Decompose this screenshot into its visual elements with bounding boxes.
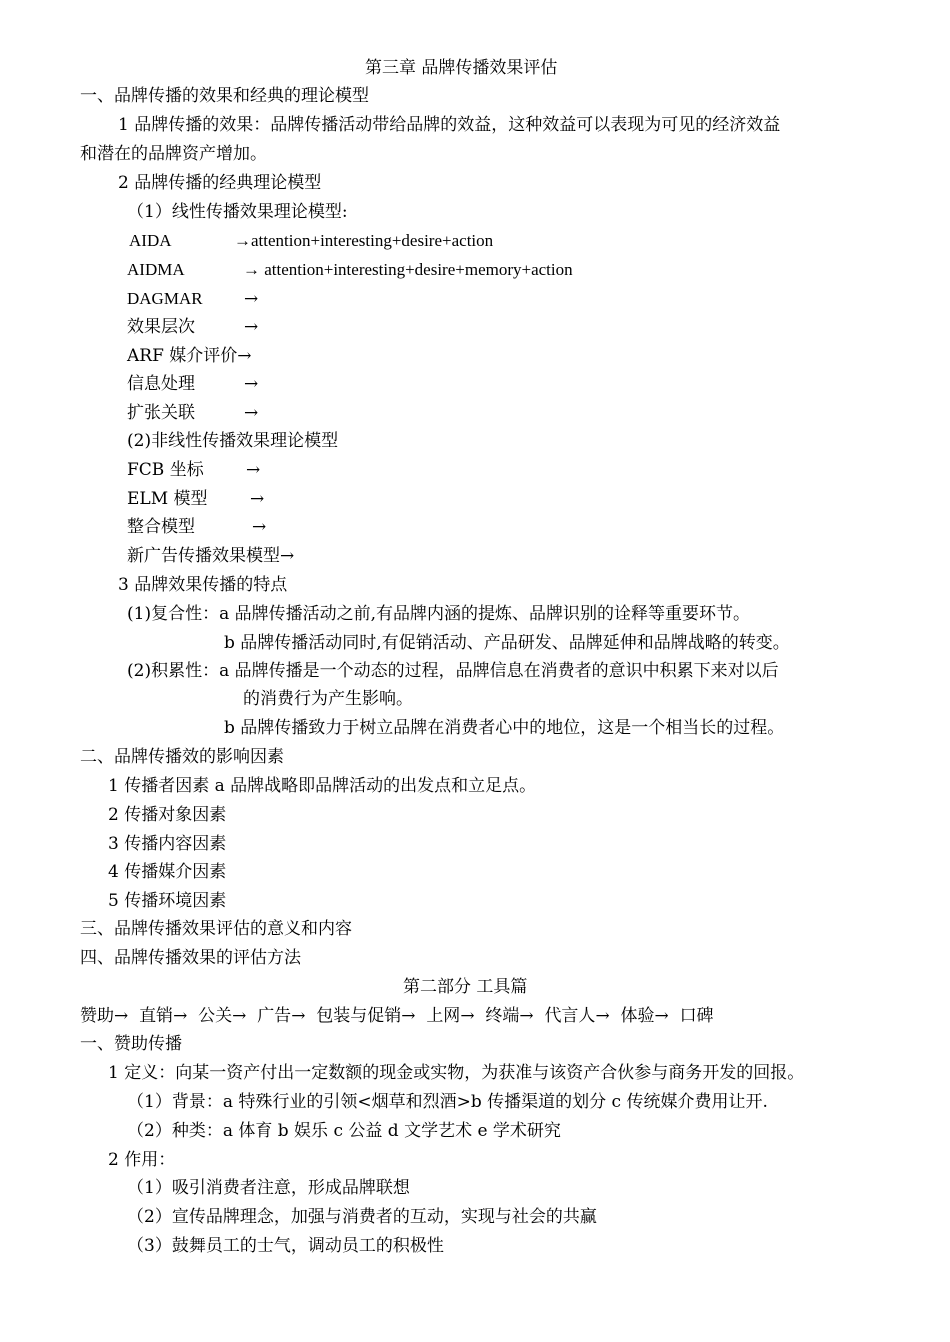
- feature-cumulative-a-line1: (2)积累性：a 品牌传播是一个动态的过程，品牌信息在消费者的意识中积累下来对以后: [127, 661, 779, 681]
- model-elm: ELM 模型: [127, 489, 208, 509]
- part-2-title: 第二部分 工具篇: [403, 977, 528, 997]
- arrow-right-icon: →: [252, 517, 267, 537]
- chapter-title: 第三章 品牌传播效果评估: [365, 58, 558, 78]
- arrow-right-icon: →: [232, 1006, 247, 1026]
- sponsor-background: （1）背景：a 特殊行业的引领<烟草和烈酒>b 传播渠道的划分 c 传统媒介费用让开.: [127, 1092, 768, 1112]
- model-info-processing: 信息处理: [127, 374, 195, 394]
- arrow-right-icon: →: [654, 1006, 669, 1026]
- tool-item: 终端: [485, 1006, 520, 1026]
- arrow-right-icon: →: [173, 1006, 188, 1026]
- model-name: AIDMA: [127, 260, 185, 279]
- sponsor-types: （2）种类：a 体育 b 娱乐 c 公益 d 文学艺术 e 学术研究: [127, 1121, 561, 1141]
- arrow-right-icon: →: [291, 1006, 306, 1026]
- effect-definition-line1: 1 品牌传播的效果：品牌传播活动带给品牌的效益，这种效益可以表现为可见的经济效益: [118, 115, 781, 135]
- features-heading: 3 品牌效果传播的特点: [118, 575, 288, 595]
- arrow-right-icon: →: [234, 231, 251, 250]
- tool-item: 广告: [257, 1006, 292, 1026]
- feature-cumulative-a-line2: 的消费行为产生影响。: [243, 689, 413, 709]
- tool-item: 体验: [620, 1006, 655, 1026]
- model-integrated: 整合模型: [127, 517, 195, 537]
- tool-item: 直销: [139, 1006, 174, 1026]
- arrow-right-icon: →: [244, 403, 259, 423]
- arrow-right-icon: →: [244, 374, 259, 394]
- classic-models-heading: 2 品牌传播的经典理论模型: [118, 173, 322, 193]
- model-expansion: 扩张关联: [127, 403, 195, 423]
- sponsor-heading: 一、赞助传播: [80, 1034, 182, 1054]
- model-name: ARF 媒介评价: [127, 346, 238, 366]
- arrow-right-icon: →: [243, 260, 260, 279]
- feature-composite-a: (1)复合性：a 品牌传播活动之前,有品牌内涵的提炼、品牌识别的诠释等重要环节。: [127, 604, 751, 624]
- arrow-right-icon: →: [280, 546, 295, 566]
- section-2-heading: 二、品牌传播效的影响因素: [80, 747, 284, 767]
- factor-content: 3 传播内容因素: [108, 834, 227, 854]
- arrow-right-icon: →: [250, 489, 265, 509]
- model-aidma: [127, 259, 185, 281]
- model-name: AIDA: [129, 231, 172, 250]
- arrow-right-icon: →: [460, 1006, 475, 1026]
- model-dagmar: DAGMAR: [127, 289, 203, 308]
- model-aida-desc: [234, 230, 493, 252]
- factor-media: 4 传播媒介因素: [108, 862, 227, 882]
- sponsor-definition: 1 定义：向某一资产付出一定数额的现金或实物，为获准与该资产合伙参与商务开发的回报。: [108, 1063, 805, 1083]
- factor-environment: 5 传播环境因素: [108, 891, 227, 911]
- arrow-right-icon: →: [401, 1006, 416, 1026]
- model-desc: attention+interesting+desire+memory+action: [260, 260, 573, 279]
- arrow-right-icon: →: [237, 346, 252, 366]
- factor-audience: 2 传播对象因素: [108, 805, 227, 825]
- section-1-heading: 一、品牌传播的效果和经典的理论模型: [80, 86, 369, 106]
- linear-models-heading: （1）线性传播效果理论模型:: [127, 202, 348, 222]
- arrow-right-icon: →: [114, 1006, 129, 1026]
- model-aida: [129, 230, 172, 252]
- sponsor-role-2: （2）宣传品牌理念，加强与消费者的互动，实现与社会的共赢: [127, 1207, 597, 1227]
- tool-item: 代言人: [544, 1006, 596, 1026]
- tool-item: 赞助: [80, 1006, 114, 1026]
- tool-item: 公关: [198, 1006, 233, 1026]
- section-3-heading: 三、品牌传播效果评估的意义和内容: [80, 919, 352, 939]
- nonlinear-models-heading: (2)非线性传播效果理论模型: [127, 431, 339, 451]
- model-desc: attention+interesting+desire+action: [251, 231, 494, 250]
- tool-item: 口碑: [679, 1006, 714, 1026]
- tools-chain: [80, 1005, 714, 1027]
- feature-cumulative-b: b 品牌传播致力于树立品牌在消费者心中的地位，这是一个相当长的过程。: [224, 718, 785, 738]
- sponsor-role-1: （1）吸引消费者注意，形成品牌联想: [127, 1178, 410, 1198]
- model-name: 新广告传播效果模型: [127, 546, 280, 566]
- model-effect-levels: 效果层次: [127, 317, 195, 337]
- arrow-right-icon: →: [519, 1006, 534, 1026]
- sponsor-role-heading: 2 作用：: [108, 1150, 176, 1170]
- model-fcb: FCB 坐标: [127, 460, 204, 480]
- model-new-ad: [127, 545, 294, 567]
- tool-item: 包装与促销: [316, 1006, 402, 1026]
- arrow-right-icon: →: [244, 317, 259, 337]
- arrow-right-icon: →: [244, 289, 259, 309]
- effect-definition-line2: 和潜在的品牌资产增加。: [80, 144, 267, 164]
- sponsor-role-3: （3）鼓舞员工的士气，调动员工的积极性: [127, 1236, 444, 1256]
- arrow-right-icon: →: [595, 1006, 610, 1026]
- arrow-right-icon: →: [246, 460, 261, 480]
- model-aidma-desc: [243, 259, 573, 281]
- tool-item: 上网: [426, 1006, 461, 1026]
- section-4-heading: 四、品牌传播效果的评估方法: [80, 948, 301, 968]
- feature-composite-b: b 品牌传播活动同时,有促销活动、产品研发、品牌延伸和品牌战略的转变。: [224, 633, 790, 653]
- model-arf: [127, 345, 252, 367]
- factor-communicator: 1 传播者因素 a 品牌战略即品牌活动的出发点和立足点。: [108, 776, 537, 796]
